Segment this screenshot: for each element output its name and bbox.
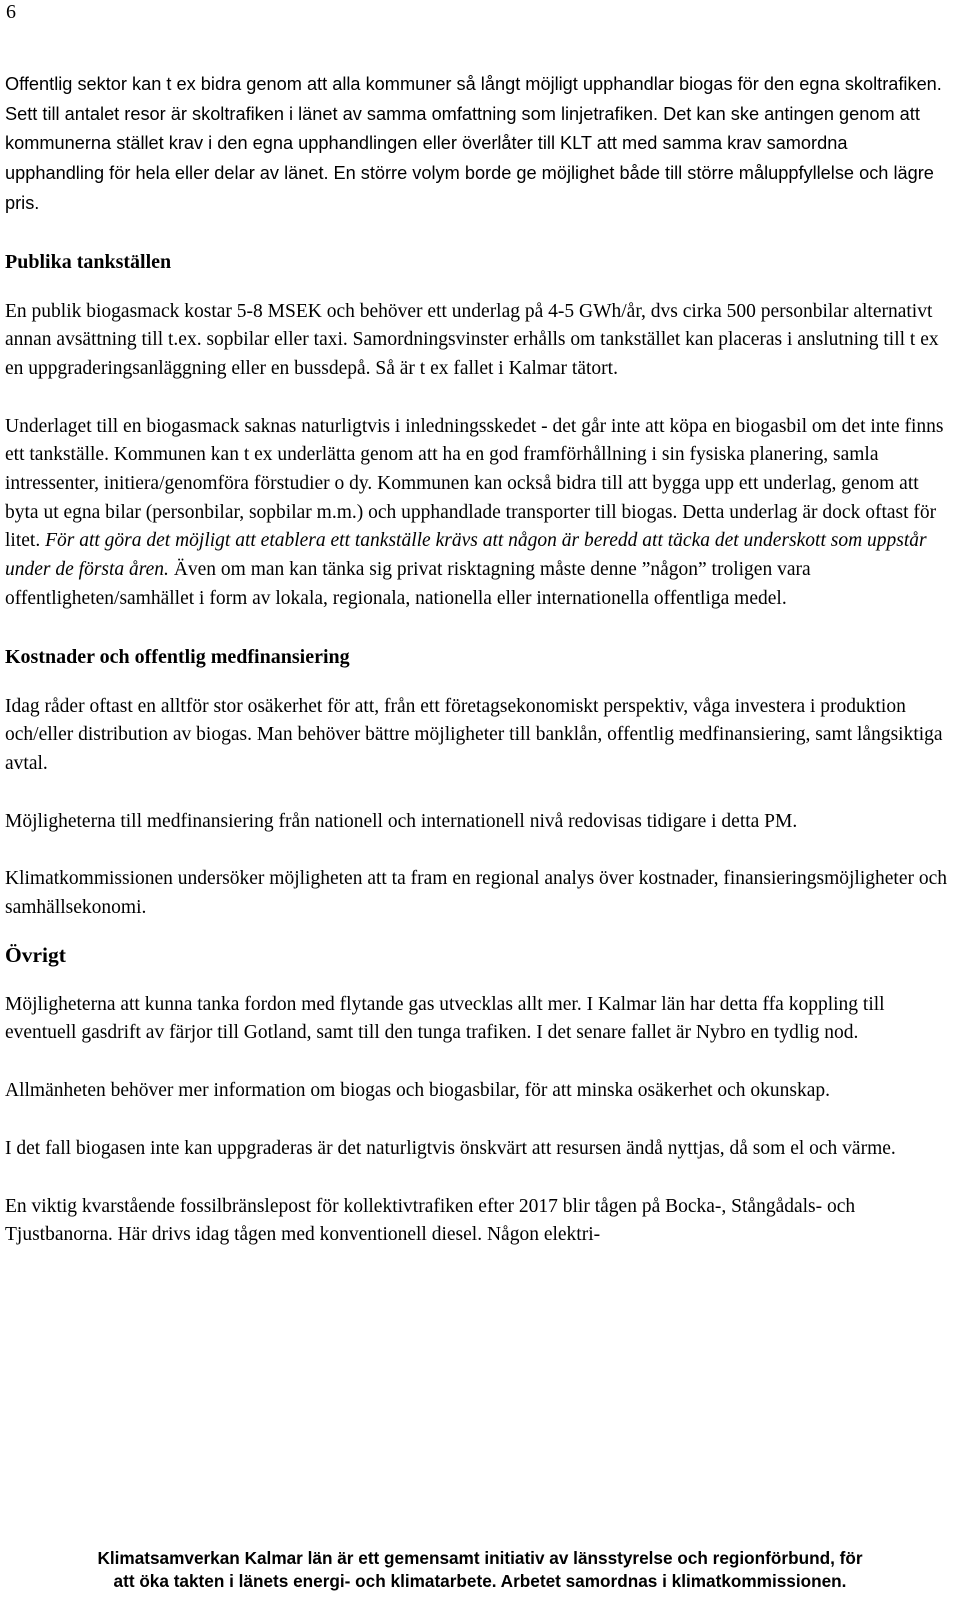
heading-ovrigt: Övrigt	[5, 942, 66, 967]
paragraph-text: Underlaget till en biogasmack saknas naturligtvis i inledningsskedet - det går inte att köpa en biogasbil om det inte finns ett tankställe. Kommunen kan t ex underlätta genom att ha en god framförhållning i sin fysiska planering, samla intressenter, initiera/genomföra förstudier o dy. Kommunen kan också bidra till att bygga upp ett underlag, genom att byta ut egna bilar (personbilar, sopbilar m.m.) och upphandlade transporter till biogas. Detta underlag är dock oftast för litet.	[5, 415, 944, 552]
paragraph-public-information: Allmänheten behöver mer information om biogas och biogasbilar, för att minska osäkerhet och okunskap.	[5, 1080, 831, 1102]
heading-publika-tankstallen: Publika tankställen	[5, 250, 172, 273]
paragraph-text: Offentlig sektor kan t ex bidra genom att alla kommuner så långt möjligt upphandlar biogas för den egna skoltrafiken. Sett till antalet resor är skoltrafiken i länet av samma omfattning som linjetrafiken. Det kan ske antingen genom att kommunerna stället krav i den egna upphandlingen eller överlåter till KLT att med samma krav samordna upphandling för hela eller delar av länet.	[5, 74, 942, 184]
footer-line: Klimatsamverkan Kalmar län är ett gemensamt initiativ av länsstyrelse och regionförbund, för	[97, 1548, 863, 1568]
paragraph-emphasis: För att göra det möjligt att etablera ett tankställe krävs att någon är beredd att täcka det underskott som uppstår under de första åren.	[5, 530, 927, 581]
paragraph-underlag	[5, 413, 947, 614]
paragraph-uncertainty: Idag råder oftast en alltför stor osäkerhet för att, från ett företagsekonomiskt perspektiv, våga investera i produktion och/eller distribution av biogas. Man behöver bättre möjligheter till banklån, offentlig medfinansiering, samt långsiktiga avtal.	[5, 695, 943, 774]
paragraph-electricity-heat: I det fall biogasen inte kan uppgraderas är det naturligtvis önskvärt att resursen ändå nyttjas, då som el och värme.	[5, 1137, 896, 1159]
page-footer	[0, 1547, 960, 1593]
page-number: 6	[6, 1, 16, 23]
heading-kostnader: Kostnader och offentlig medfinansiering	[5, 645, 350, 668]
paragraph-liquid-gas: Möjligheterna att kunna tanka fordon med flytande gas utvecklas allt mer. I Kalmar län har detta ffa koppling till eventuell gasdrift av färjor till Gotland, samt till den tunga trafiken. I det senare fallet är Nybro en tydlig nod.	[5, 993, 885, 1044]
paragraph-cofinancing: Möjligheterna till medfinansiering från nationell och internationell nivå redovisas tidigare i detta PM.	[5, 810, 798, 832]
paragraph-trains: En viktig kvarstående fossilbränslepost för kollektivtrafiken efter 2017 blir tågen på Bocka-, Stångådals- och Tjustbanorna. Här drivs idag tågen med konventionell diesel. Någon elektri-	[5, 1195, 856, 1246]
paragraph-text: Även om man kan tänka sig privat risktagning måste denne ”någon” troligen vara offentligheten/samhället i form av lokala, regionala, nationella eller internationella offentliga medel.	[5, 559, 811, 609]
paragraph-biogas-station-cost: En publik biogasmack kostar 5-8 MSEK och behöver ett underlag på 4-5 GWh/år, dvs cirka 500 personbilar alternativt annan avsättning till t.ex. sopbilar eller taxi. Samordningsvinster erhålls om tankstället kan placeras i anslutning till t ex en uppgraderingsanläggning eller en bussdepå. Så är t ex fallet i Kalmar tätort.	[5, 300, 939, 379]
paragraph-text: En större volym borde ge möjlighet både till större måluppfyllelse och lägre pris.	[5, 163, 934, 213]
paragraph-school-traffic	[5, 70, 947, 219]
footer-line: att öka takten i länets energi- och klimatarbete. Arbetet samordnas i klimatkommissionen.	[113, 1571, 847, 1591]
paragraph-climate-commission: Klimatkommissionen undersöker möjligheten att ta fram en regional analys över kostnader, finansieringsmöjligheter och samhällsekonomi.	[5, 868, 948, 919]
document-body	[5, 70, 947, 1279]
